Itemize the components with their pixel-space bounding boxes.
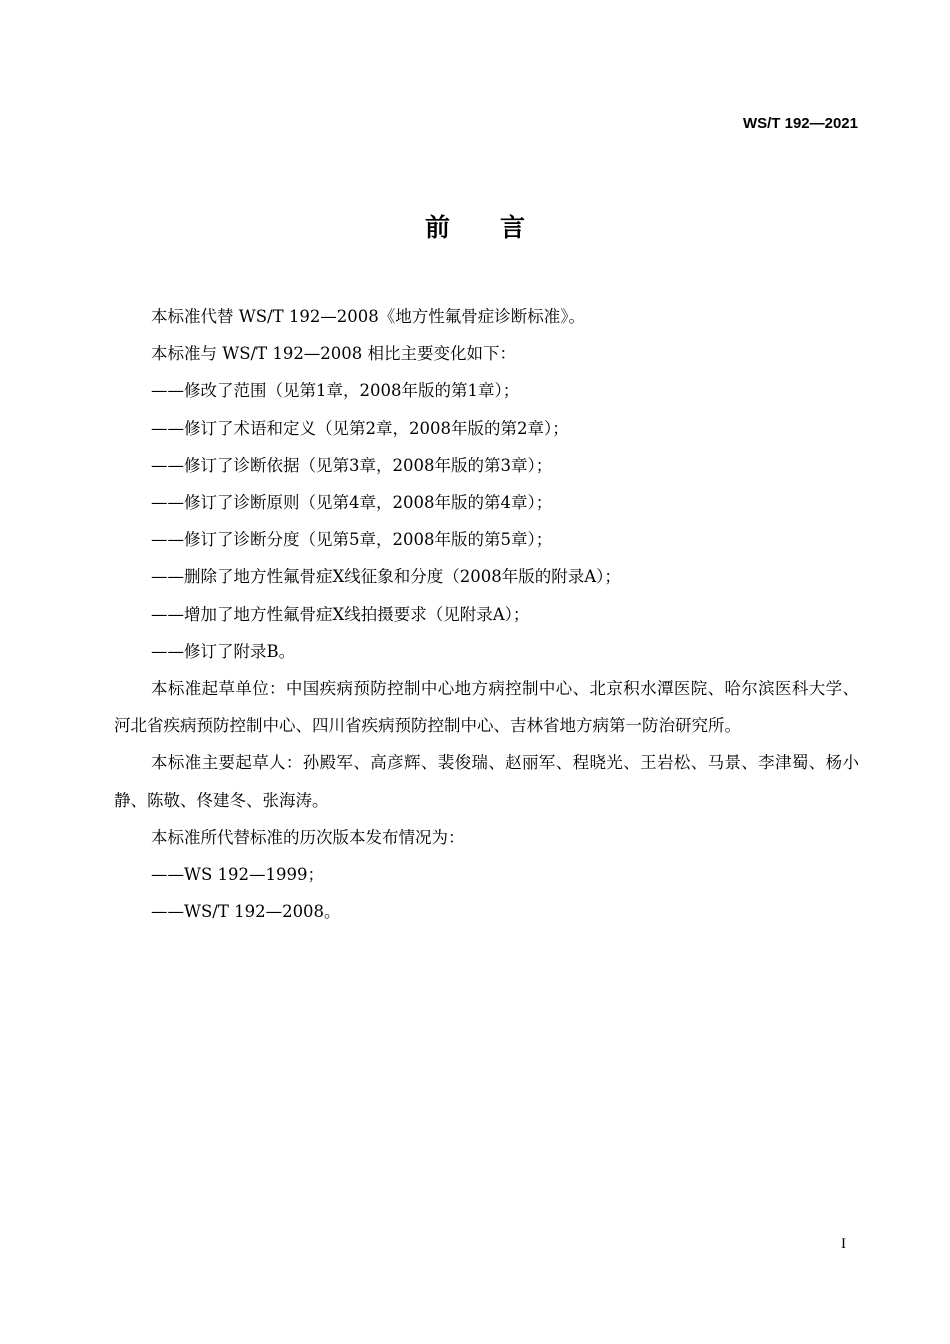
change-item: ——修订了术语和定义（见第2章，2008年版的第2章）； (151, 418, 569, 438)
change-item: ——修订了诊断原则（见第4章，2008年版的第4章）； (151, 493, 553, 513)
change-item: ——修改了范围（见第1章，2008年版的第1章）； (151, 381, 520, 401)
change-item: ——修订了诊断分度（见第5章，2008年版的第5章）； (151, 530, 553, 550)
paragraph-drafters: 本标准主要起草人：孙殿军、高彦辉、裴俊瑞、赵丽军、程晓光、王岩松、马景、李津蜀、杨小静、陈敬、佟建冬、张海涛。 (114, 753, 859, 810)
history-item: ——WS 192—1999； (151, 865, 324, 885)
standard-code: WS/T 192—2021 (742, 115, 858, 132)
page-number: I (841, 1236, 846, 1252)
paragraph-changes-intro: 本标准与 WS/T 192—2008 相比主要变化如下： (151, 344, 517, 364)
change-item: ——修订了诊断依据（见第3章，2008年版的第3章）； (151, 455, 553, 475)
foreword-body (114, 298, 859, 930)
paragraph-replaces: 本标准代替 WS/T 192—2008《地方性氟骨症诊断标准》。 (151, 307, 586, 326)
page-title: 前言 (424, 213, 575, 242)
paragraph-drafting-units: 本标准起草单位：中国疾病预防控制中心地方病控制中心、北京积水潭医院、哈尔滨医科大学、河北省疾病预防控制中心、四川省疾病预防控制中心、吉林省地方病第一防治研究所。 (114, 679, 859, 736)
history-item: ——WS/T 192—2008。 (151, 902, 341, 922)
paragraph-history-intro: 本标准所代替标准的历次版本发布情况为： (151, 827, 465, 847)
change-item: ——增加了地方性氟骨症X线拍摄要求（见附录A）； (151, 604, 530, 624)
change-item: ——删除了地方性氟骨症X线征象和分度（2008年版的附录A）； (151, 567, 621, 587)
change-item: ——修订了附录B。 (151, 641, 296, 661)
